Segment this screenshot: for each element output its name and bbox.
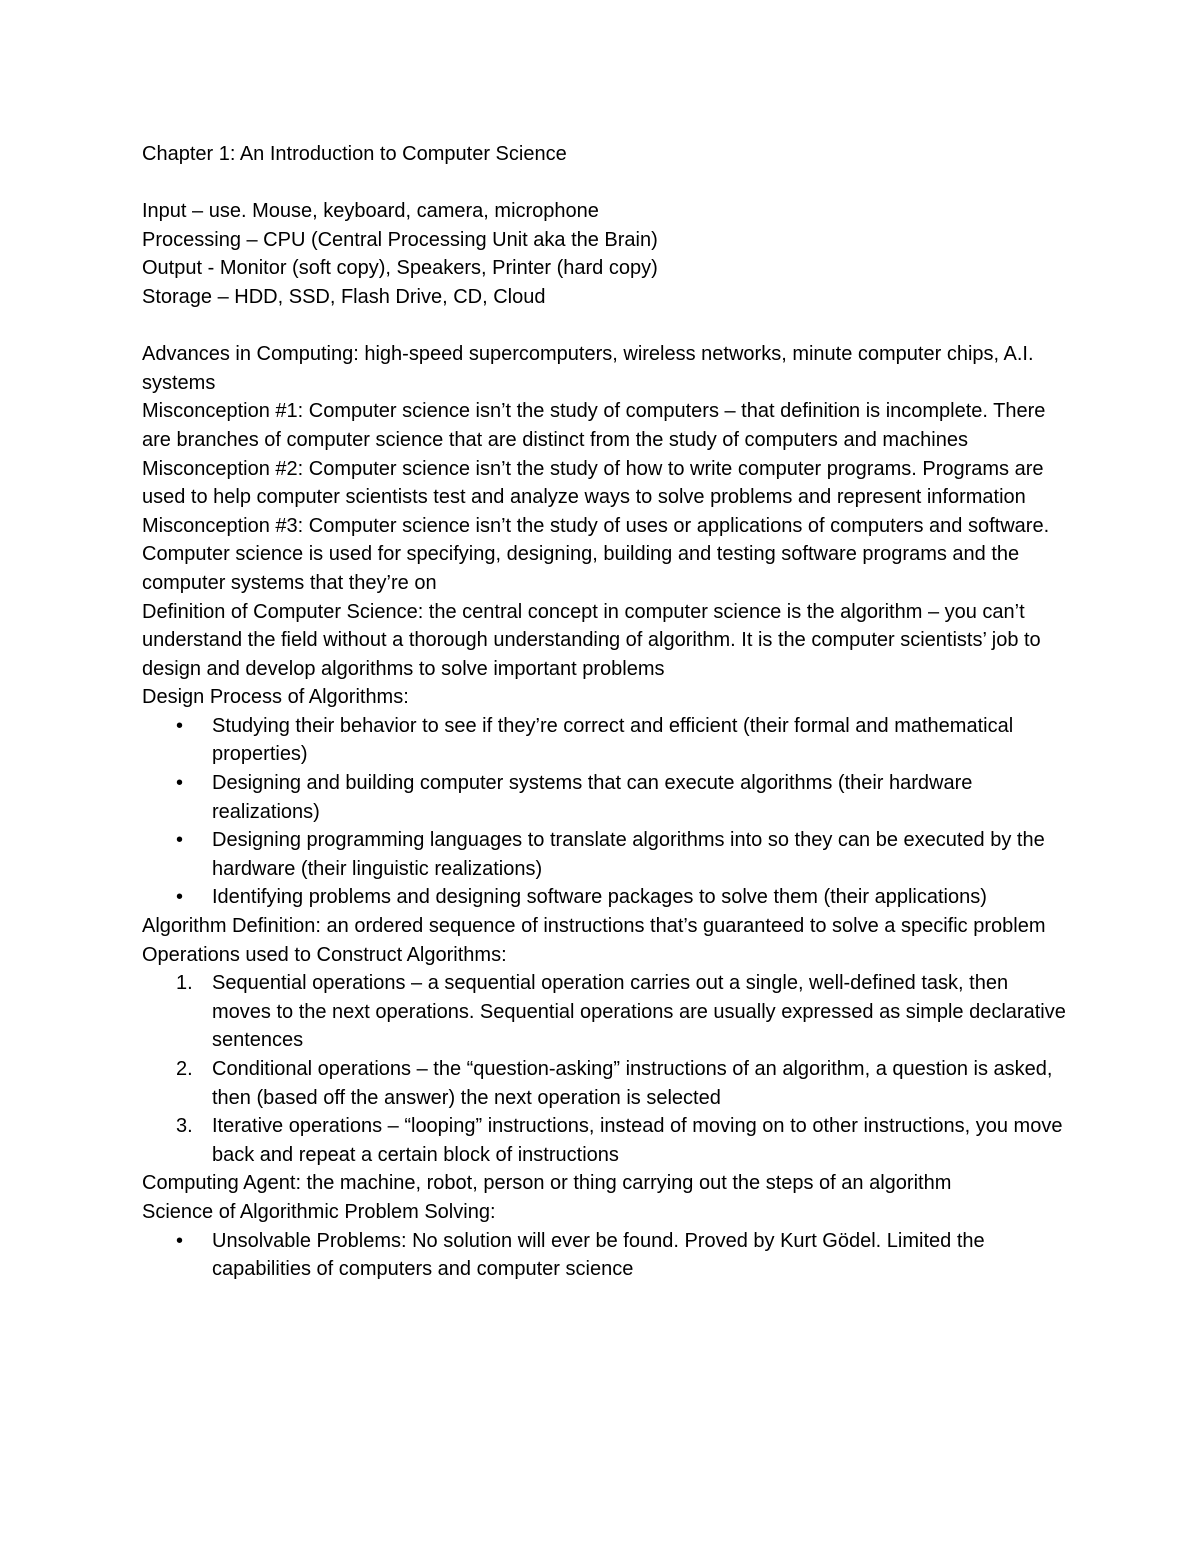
list-item xyxy=(142,883,1072,912)
spacer xyxy=(142,169,1072,198)
list-item-text: Iterative operations – “looping” instructions, instead of moving on to other instructions, you move back and repeat a certain block of instructions xyxy=(212,1115,1063,1166)
list-item xyxy=(142,969,1072,1055)
input-line: Input – use. Mouse, keyboard, camera, microphone xyxy=(142,200,599,223)
list-item xyxy=(142,769,1072,826)
bullet-icon: • xyxy=(176,1229,184,1252)
list-item-text: Studying their behavior to see if they’re correct and efficient (their formal and mathematical properties) xyxy=(212,714,1014,766)
list-item xyxy=(142,1112,1072,1169)
design-process-heading: Design Process of Algorithms: xyxy=(142,686,409,709)
processing-line: Processing – CPU (Central Processing Unit aka the Brain) xyxy=(142,228,658,251)
list-item xyxy=(142,712,1072,769)
bullet-icon: • xyxy=(176,886,184,909)
list-item xyxy=(142,1227,1072,1284)
list-item-text: Designing programming languages to translate algorithms into so they can be executed by the hardware (their linguistic realizations) xyxy=(212,829,1045,880)
misconception-3-paragraph: Misconception #3: Computer science isn’t the study of uses or applications of computers and software. Computer science is used for specifying, designing, building and testing software programs and the computer systems that they’re on xyxy=(142,514,1050,594)
computing-agent-paragraph: Computing Agent: the machine, robot, person or thing carrying out the steps of an algorithm xyxy=(142,1172,952,1195)
bullet-icon: • xyxy=(176,714,184,737)
science-list xyxy=(142,1227,1072,1284)
list-item xyxy=(142,826,1072,883)
list-number: 1. xyxy=(176,972,193,995)
misconception-1-paragraph: Misconception #1: Computer science isn’t the study of computers – that definition is incomplete. There are branches of computer science that are distinct from the study of computers and machines xyxy=(142,400,1046,451)
document-title: Chapter 1: An Introduction to Computer Science xyxy=(142,143,567,165)
output-line: Output - Monitor (soft copy), Speakers, Printer (hard copy) xyxy=(142,257,658,280)
bullet-icon: • xyxy=(176,829,184,852)
document-page xyxy=(142,140,1072,1284)
list-item-text: Sequential operations – a sequential operation carries out a single, well-defined task, then moves to the next operations. Sequential operations are usually expressed as simple declarative sentences xyxy=(212,972,1066,1052)
operations-heading: Operations used to Construct Algorithms: xyxy=(142,943,507,966)
list-number: 3. xyxy=(176,1115,193,1138)
algorithm-definition-paragraph: Algorithm Definition: an ordered sequence of instructions that’s guaranteed to solve a specific problem xyxy=(142,915,1046,938)
science-heading: Science of Algorithmic Problem Solving: xyxy=(142,1200,496,1223)
list-item xyxy=(142,1055,1072,1112)
misconception-2-paragraph: Misconception #2: Computer science isn’t the study of how to write computer programs. Programs are used to help computer scientists test and analyze ways to solve problems and represent information xyxy=(142,457,1044,509)
storage-line: Storage – HDD, SSD, Flash Drive, CD, Cloud xyxy=(142,285,546,308)
definition-paragraph: Definition of Computer Science: the central concept in computer science is the algorithm – you can’t understand the field without a thorough understanding of algorithm. It is the computer scientists’ job to design and develop algorithms to solve important problems xyxy=(142,600,1041,680)
list-number: 2. xyxy=(176,1058,193,1080)
list-item-text: Unsolvable Problems: No solution will ever be found. Proved by Kurt Gödel. Limited the capabilities of computers and computer science xyxy=(212,1229,985,1281)
advances-paragraph: Advances in Computing: high-speed supercomputers, wireless networks, minute computer chips, A.I. systems xyxy=(142,343,1034,394)
list-item-text: Identifying problems and designing software packages to solve them (their applications) xyxy=(212,886,987,909)
design-process-list xyxy=(142,712,1072,912)
list-item-text: Designing and building computer systems that can execute algorithms (their hardware realizations) xyxy=(212,772,973,823)
bullet-icon: • xyxy=(176,772,184,795)
spacer xyxy=(142,312,1072,341)
list-item-text: Conditional operations – the “question-asking” instructions of an algorithm, a question is asked, then (based off the answer) the next operation is selected xyxy=(212,1058,1053,1109)
operations-list xyxy=(142,969,1072,1169)
